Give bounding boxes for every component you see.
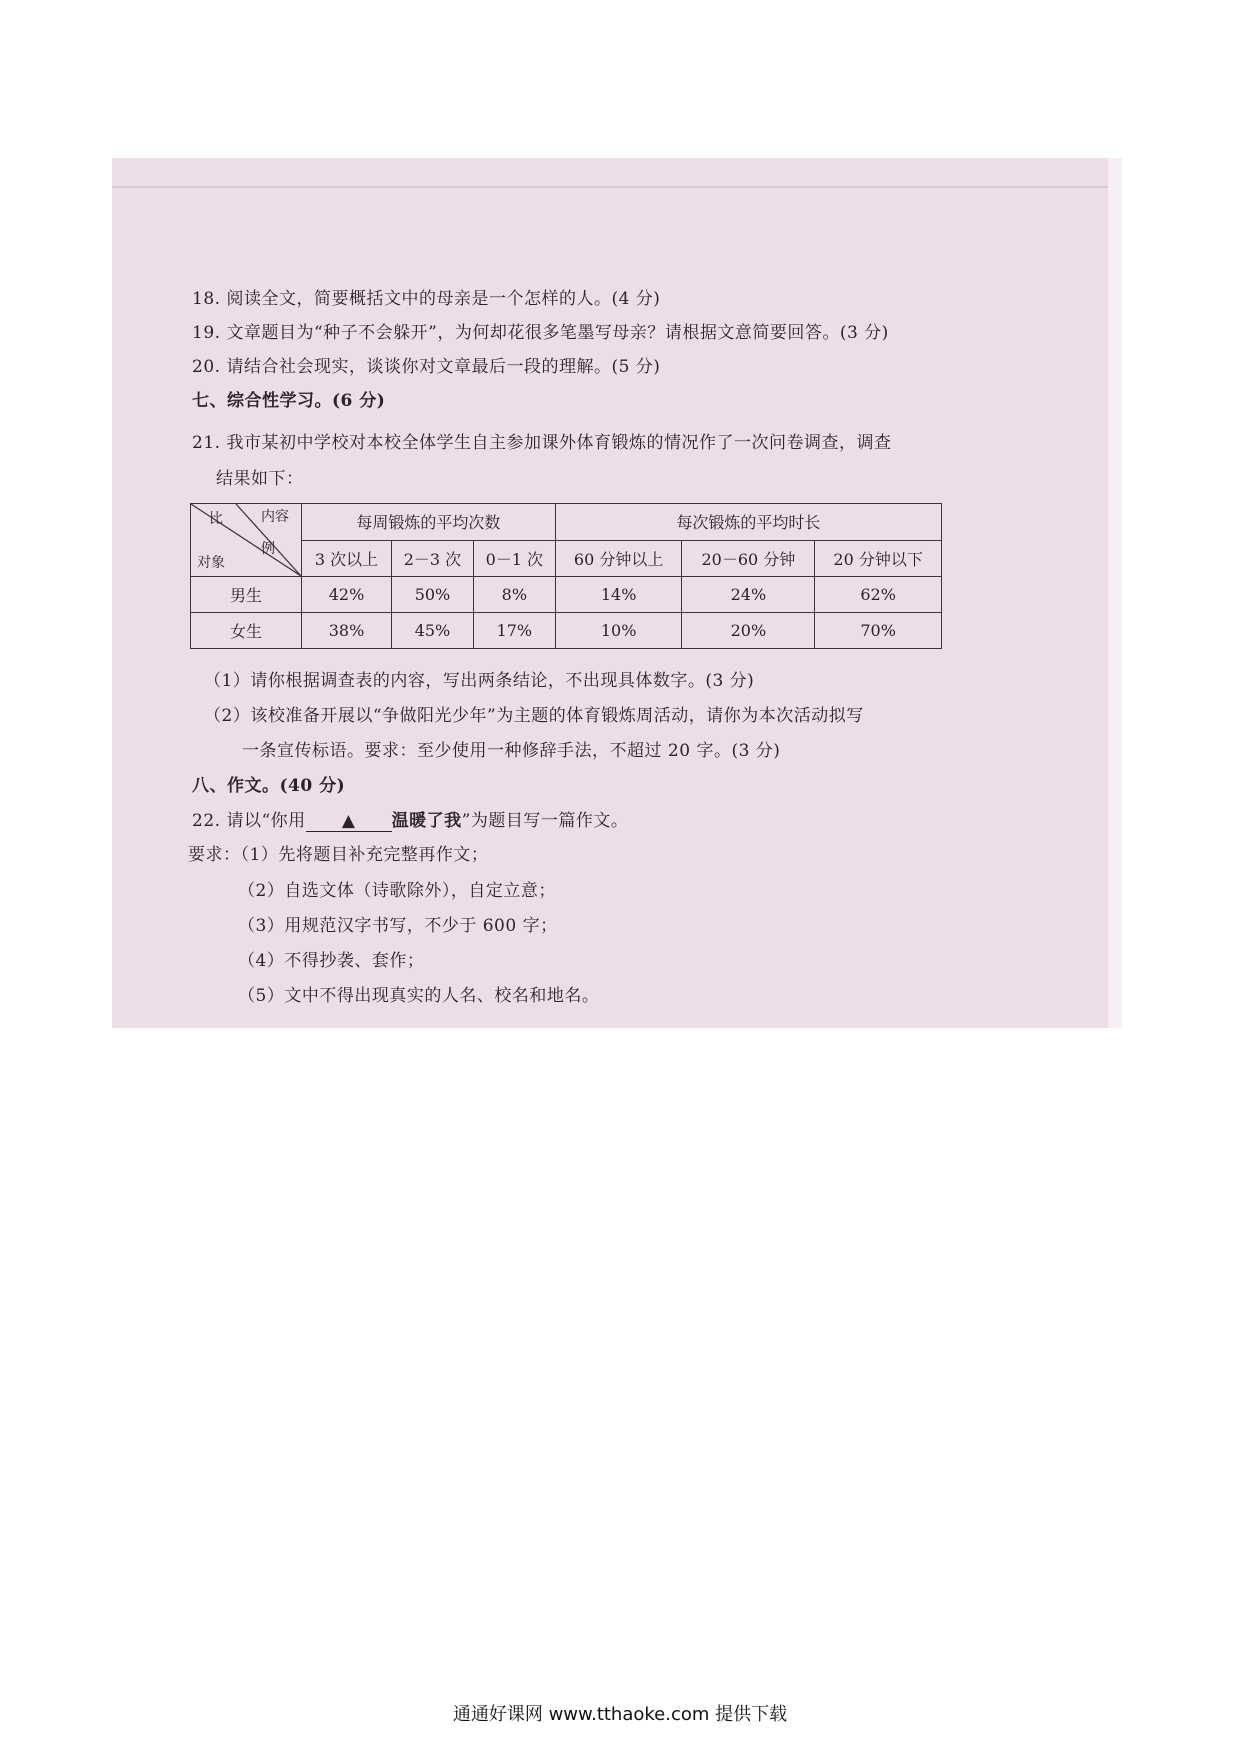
subheader: 3 次以上	[302, 540, 392, 577]
table-cell: 14%	[555, 577, 682, 613]
footer-source-credit: 通通好课网 www.tthaoke.com 提供下载	[452, 1704, 788, 1725]
table-row	[191, 613, 942, 649]
paper-fold-line	[112, 186, 1122, 188]
question-21-part-1: （1）请你根据调查表的内容，写出两条结论，不出现具体数字。(3 分)	[204, 671, 755, 691]
question-21-cont: 结果如下：	[216, 469, 304, 489]
requirement-3: （3）用规范汉字书写，不少于 600 字；	[238, 916, 558, 936]
question-22-title-rest: 温暖了我	[391, 811, 462, 831]
row-label: 女生	[191, 613, 302, 649]
question-20: 20. 请结合社会现实，谈谈你对文章最后一段的理解。(5 分)	[192, 357, 661, 377]
header-session-duration: 每次锻炼的平均时长	[555, 504, 941, 541]
subheader: 2－3 次	[392, 540, 474, 577]
table-cell: 50%	[392, 577, 474, 613]
table-cell: 62%	[815, 577, 942, 613]
subheader: 60 分钟以上	[555, 540, 682, 577]
table-cell: 10%	[555, 613, 682, 649]
corner-label-bi: 比	[209, 511, 223, 527]
paper-edge	[1108, 158, 1122, 1028]
question-22-suffix: ”为题目写一篇作文。	[461, 811, 629, 831]
table-cell: 24%	[682, 577, 815, 613]
table-cell: 8%	[473, 577, 555, 613]
question-22-blank: ▲	[306, 811, 392, 832]
section-8-heading: 八、作文。(40 分)	[192, 776, 346, 796]
question-18: 18. 阅读全文，简要概括文中的母亲是一个怎样的人。(4 分)	[192, 289, 661, 309]
subheader: 20－60 分钟	[682, 540, 815, 577]
requirement-4: （4）不得抄袭、套作；	[238, 951, 425, 971]
table-cell: 42%	[302, 577, 392, 613]
table-cell: 70%	[815, 613, 942, 649]
question-22-prefix: 22. 请以“你用	[192, 811, 306, 831]
requirement-2: （2）自选文体（诗歌除外），自定立意；	[238, 881, 556, 901]
table-corner-cell	[191, 504, 302, 577]
corner-label-object: 对象	[197, 555, 225, 571]
table-row	[191, 577, 942, 613]
question-21: 21. 我市某初中学校对本校全体学生自主参加课外体育锻炼的情况作了一次问卷调查，调查	[192, 433, 892, 453]
survey-table	[190, 503, 942, 649]
question-22	[192, 806, 628, 832]
row-label: 男生	[191, 577, 302, 613]
question-19: 19. 文章题目为“种子不会躲开”，为何却花很多笔墨写母亲？请根据文意简要回答。(3 分)	[192, 323, 889, 343]
question-21-part-2: （2）该校准备开展以“争做阳光少年”为主题的体育锻炼周活动，请你为本次活动拟写	[204, 706, 864, 726]
corner-label-li: 例	[261, 541, 275, 557]
subheader: 0－1 次	[473, 540, 555, 577]
question-21-part-2-cont: 一条宣传标语。要求：至少使用一种修辞手法，不超过 20 字。(3 分)	[242, 741, 781, 761]
requirement-1: 要求：（1）先将题目补充完整再作文；	[188, 845, 489, 865]
header-weekly-count: 每周锻炼的平均次数	[302, 504, 556, 541]
corner-label-content: 内容	[261, 509, 289, 525]
table-cell: 38%	[302, 613, 392, 649]
section-7-heading: 七、综合性学习。(6 分)	[192, 391, 386, 411]
table-cell: 20%	[682, 613, 815, 649]
subheader: 20 分钟以下	[815, 540, 942, 577]
scanned-exam-page	[112, 158, 1122, 1028]
table-cell: 17%	[473, 613, 555, 649]
requirement-5: （5）文中不得出现真实的人名、校名和地名。	[238, 986, 600, 1006]
table-cell: 45%	[392, 613, 474, 649]
